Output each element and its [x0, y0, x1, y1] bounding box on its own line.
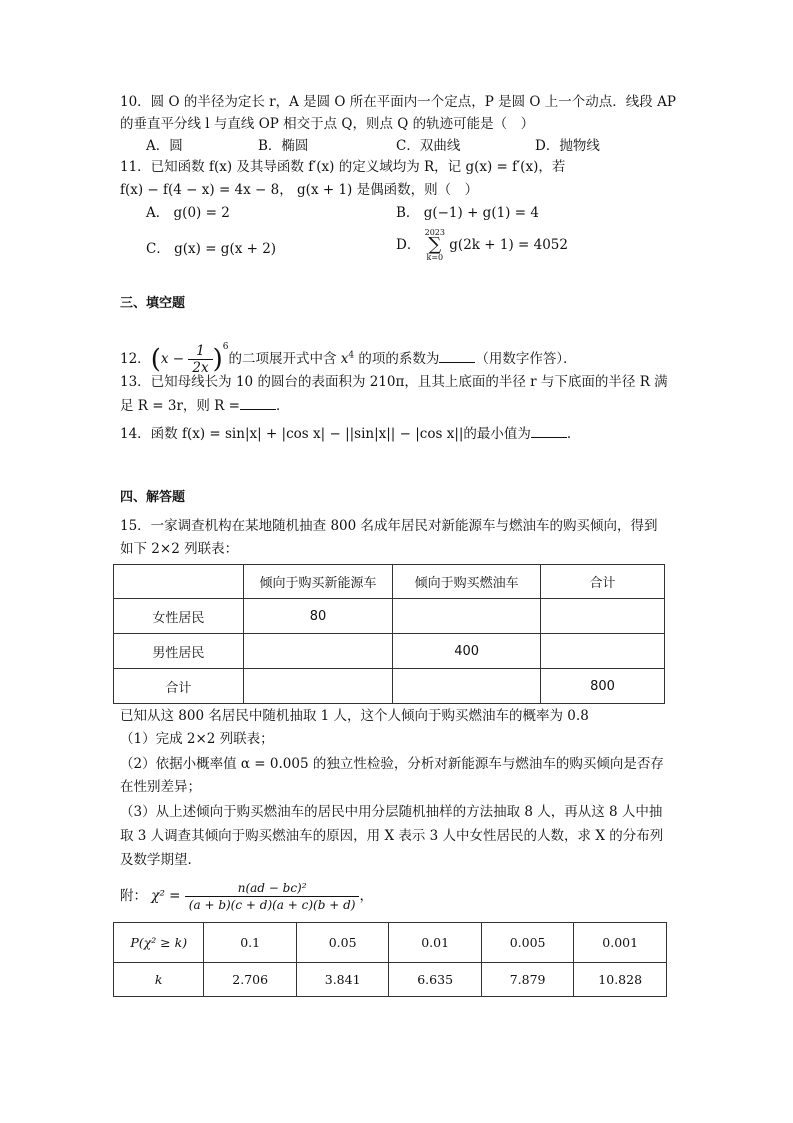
- q10-line1: 10．圆 O 的半径为定长 r，A 是圆 O 所在平面内一个定点，P 是圆 O 上一个动点．线段 AP: [120, 94, 676, 110]
- table-cell: 0.01: [389, 923, 481, 963]
- q13-line2: [120, 396, 289, 416]
- q13-text: 足 R = 3r，则 R =: [120, 398, 240, 414]
- table-cell: 7.879: [481, 963, 573, 997]
- q15-part2-line2: 在性别差异；: [120, 779, 201, 795]
- q15-line1: 15．一家调查机构在某地随机抽查 800 名成年居民对新能源车与燃油车的购买倾向，得到: [120, 518, 658, 534]
- q13-answer-blank[interactable]: [240, 397, 276, 410]
- q12-text-3: （用数字作答）．: [475, 351, 577, 367]
- table-cell: P(χ² ≥ k): [114, 923, 204, 963]
- table-cell: 合计: [114, 669, 244, 704]
- q15-part3-line3: 及数学期望．: [120, 852, 201, 868]
- q12-number: 12．: [120, 351, 151, 367]
- chi-square-symbol: χ² =: [151, 888, 181, 904]
- q11-line1: 11．已知函数 f(x) 及其导函数 f′(x) 的定义域均为 R，记 g(x) = f′(x)，若: [120, 159, 566, 175]
- q11-option-c: C． g(x) = g(x + 2): [146, 241, 277, 257]
- q15-given: 已知从这 800 名居民中随机抽取 1 人，这个人倾向于购买燃油车的概率为 0.8: [120, 708, 589, 724]
- q15-part1: （1）完成 2×2 列联表；: [120, 731, 274, 747]
- table-cell: 0.001: [574, 923, 667, 963]
- q11-option-a: A． g(0) = 2: [146, 205, 230, 221]
- appendix-label: 附：: [120, 888, 147, 904]
- q12-answer-blank[interactable]: [439, 350, 475, 363]
- formula-denominator: (a + b)(c + d)(a + c)(b + d): [188, 898, 356, 912]
- q15-line2: 如下 2×2 列联表：: [120, 541, 239, 557]
- q12-text-2: 的项的系数为: [358, 351, 440, 367]
- table-row: [114, 599, 665, 634]
- formula-numerator: n(ad − bc)²: [185, 880, 360, 897]
- table-cell: 0.05: [296, 923, 388, 963]
- q10-option-c: C．双曲线: [396, 138, 461, 154]
- q14-period: ．: [566, 426, 581, 442]
- q15-part2-line1: （2）依据小概率值 α = 0.005 的独立性检验，分析对新能源车与燃油车的购买倾向是否存: [120, 756, 664, 772]
- q11-option-d-body: g(2k + 1) = 4052: [449, 237, 568, 253]
- chi-square-fraction: [185, 880, 360, 913]
- appendix-formula: [120, 876, 373, 916]
- q12-line: 12．(x − $\frac{1}{2x}$ )$^6$的二项展开式中含 $x^4$ 的项的系数为 （用数字作答）．: [120, 342, 577, 376]
- table-cell[interactable]: [243, 634, 393, 669]
- q12-exponent: 6: [222, 342, 229, 352]
- table-row: [114, 923, 667, 963]
- table-header-cell: 合计: [541, 565, 665, 599]
- table-header-cell: 倾向于购买燃油车: [393, 565, 541, 599]
- q15-part3-line1: （3）从上述倾向于购买燃油车的居民中用分层随机抽样的方法抽取 8 人，再从这 8 人中抽: [120, 804, 663, 820]
- table-row: [114, 634, 665, 669]
- table-cell: 800: [541, 669, 665, 704]
- q11-option-b: B． g(−1) + g(1) = 4: [396, 205, 539, 221]
- q12-text-1: 的二项展开式中含: [228, 351, 337, 367]
- q12-frac-num: 1: [188, 343, 212, 360]
- q13-line1: 13．已知母线长为 10 的圆台的表面积为 210π，且其上底面的半径 r 与下底面的半径 R 满: [120, 374, 668, 390]
- formula-comma: ，: [359, 888, 373, 904]
- q14-text: 14．函数 f(x) = sin|x| + |cos x| − ||sin|x|| − |cos x||的最小值为: [120, 426, 531, 442]
- q10-option-a: A．圆: [146, 138, 183, 154]
- table-cell: 0.1: [204, 923, 296, 963]
- q13-period: ．: [275, 398, 290, 414]
- q10-line2: 的垂直平分线 l 与直线 OP 相交于点 Q，则点 Q 的轨迹可能是（ ）: [120, 116, 535, 132]
- sigma-symbol: ∑: [428, 234, 442, 255]
- table-cell: k: [114, 963, 204, 997]
- critical-value-table: [113, 922, 667, 997]
- table-cell: 80: [243, 599, 393, 634]
- table-cell[interactable]: [393, 669, 541, 704]
- q14-answer-blank[interactable]: [531, 425, 567, 438]
- table-cell: 2.706: [204, 963, 296, 997]
- table-cell: 男性居民: [114, 634, 244, 669]
- table-cell[interactable]: [541, 599, 665, 634]
- table-cell: 400: [393, 634, 541, 669]
- section-heading-solve: 四、解答题: [120, 490, 186, 505]
- table-row: [114, 963, 667, 997]
- table-row: [114, 669, 665, 704]
- q14-line: [120, 424, 580, 444]
- q10-option-d: D．抛物线: [535, 138, 600, 154]
- table-cell: 0.005: [481, 923, 573, 963]
- table-cell: 6.635: [389, 963, 481, 997]
- table-header-row: [114, 565, 665, 599]
- q12-frac-den: 2x: [192, 360, 209, 376]
- table-cell: [114, 565, 244, 599]
- q11-line2: f(x) − f(4 − x) = 4x − 8， g(x + 1) 是偶函数，则（ ）: [120, 182, 479, 198]
- table-header-cell: 倾向于购买新能源车: [243, 565, 393, 599]
- table-cell[interactable]: [243, 669, 393, 704]
- q10-option-b: B．椭圆: [258, 138, 309, 154]
- sum-upper: 2023: [424, 228, 445, 237]
- q15-part3-line2: 取 3 人调查其倾向于购买燃油车的原因，用 X 表示 3 人中女性居民的人数，求 X 的分布列: [120, 828, 664, 844]
- q12-x4-exp: 4: [348, 350, 355, 361]
- table-cell[interactable]: [393, 599, 541, 634]
- table-cell: 10.828: [574, 963, 667, 997]
- summation: [425, 228, 445, 262]
- table-cell[interactable]: [541, 634, 665, 669]
- contingency-table: [113, 564, 665, 704]
- sum-lower: k=0: [426, 253, 444, 262]
- q11-option-d: [396, 228, 568, 262]
- q12-x-minus: x −: [160, 351, 185, 367]
- table-cell: 女性居民: [114, 599, 244, 634]
- q11-option-d-label: D．: [396, 237, 421, 253]
- q12-x4: x: [340, 351, 349, 367]
- table-cell: 3.841: [296, 963, 388, 997]
- section-heading-fill-in: 三、填空题: [120, 296, 186, 311]
